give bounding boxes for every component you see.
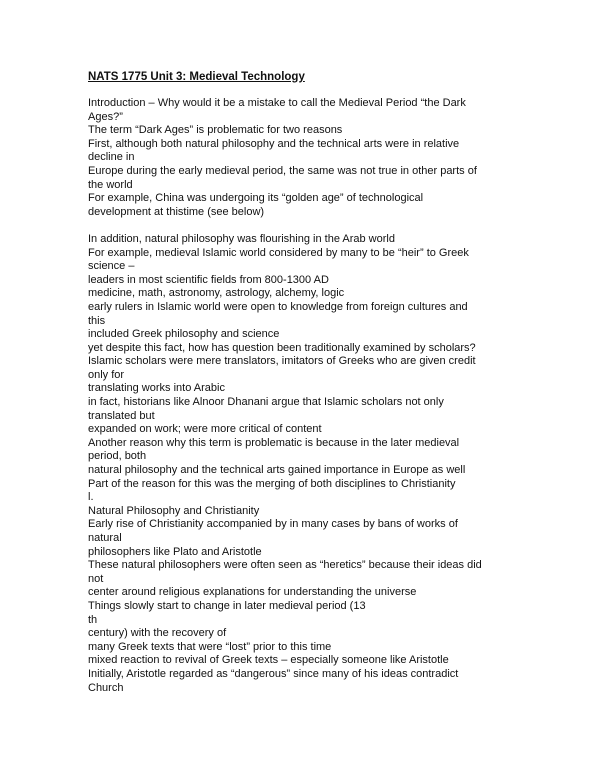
text-line: In addition, natural philosophy was flourishing in the Arab world bbox=[88, 232, 395, 245]
text-line: Islamic scholars were mere translators, imitators of Greeks who are given credit bbox=[88, 355, 476, 368]
text-line: science – bbox=[88, 260, 135, 273]
text-line: Part of the reason for this was the merging of both disciplines to Christianity bbox=[88, 477, 456, 490]
text-line: Europe during the early medieval period, the same was not true in other parts of bbox=[88, 164, 477, 177]
text-line: translated but bbox=[88, 409, 155, 422]
text-line: For example, China was undergoing its “golden age” of technological bbox=[88, 192, 424, 205]
text-line: Ages?” bbox=[88, 110, 123, 123]
text-line: in fact, historians like Alnoor Dhanani argue that Islamic scholars not only bbox=[88, 396, 444, 409]
text-line: leaders in most scientific fields from 800-1300 AD bbox=[88, 273, 329, 286]
text-line: philosophers like Plato and Aristotle bbox=[88, 545, 262, 558]
document-body bbox=[88, 97, 528, 695]
text-line: decline in bbox=[88, 151, 135, 164]
text-line: not bbox=[88, 572, 104, 585]
text-line: Early rise of Christianity accompanied by in many cases by bans of works of bbox=[88, 518, 458, 531]
text-line: many Greek texts that were “lost” prior to this time bbox=[88, 640, 332, 653]
text-line: included Greek philosophy and science bbox=[88, 328, 280, 341]
text-line: expanded on work; were more critical of content bbox=[88, 423, 322, 436]
text-line: only for bbox=[88, 368, 125, 381]
text-line: l. bbox=[88, 491, 94, 504]
text-line: translating works into Arabic bbox=[88, 382, 225, 395]
text-line: century) with the recovery of bbox=[88, 627, 227, 640]
text-line: For example, medieval Islamic world considered by many to be “heir” to Greek bbox=[88, 246, 469, 259]
text-line: natural bbox=[88, 532, 122, 544]
section-heading: Natural Philosophy and Christianity bbox=[88, 504, 260, 517]
document-title: NATS 1775 Unit 3: Medieval Technology bbox=[88, 71, 305, 83]
text-line: These natural philosophers were often seen as “heretics” because their ideas did bbox=[88, 559, 482, 572]
text-line: development at thistime (see below) bbox=[88, 205, 265, 218]
text-line: natural philosophy and the technical arts gained importance in Europe as well bbox=[88, 464, 466, 477]
text-line: mixed reaction to revival of Greek texts – especially someone like Aristotle bbox=[88, 654, 449, 667]
text-line: yet despite this fact, how has question been traditionally examined by scholars? bbox=[88, 341, 476, 354]
paragraph-gap bbox=[88, 219, 528, 233]
text-line: Introduction – Why would it be a mistake to call the Medieval Period “the Dark bbox=[88, 97, 466, 109]
text-line: period, both bbox=[88, 450, 147, 463]
text-line: medicine, math, astronomy, astrology, alchemy, logic bbox=[88, 287, 345, 300]
text-line: the world bbox=[88, 178, 133, 191]
text-line: Church bbox=[88, 681, 124, 694]
text-line: center around religious explanations for understanding the universe bbox=[88, 586, 417, 599]
text-line: Initially, Aristotle regarded as “dangerous” since many of his ideas contradict bbox=[88, 667, 459, 680]
text-line: Things slowly start to change in later medieval period (13 bbox=[88, 599, 366, 612]
text-line: this bbox=[88, 314, 106, 327]
text-line: First, although both natural philosophy and the technical arts were in relative bbox=[88, 137, 460, 150]
text-line: th bbox=[88, 613, 98, 626]
text-line: early rulers in Islamic world were open to knowledge from foreign cultures and bbox=[88, 300, 468, 313]
text-line: The term “Dark Ages” is problematic for two reasons bbox=[88, 124, 343, 137]
text-line: Another reason why this term is problematic is because in the later medieval bbox=[88, 436, 460, 449]
